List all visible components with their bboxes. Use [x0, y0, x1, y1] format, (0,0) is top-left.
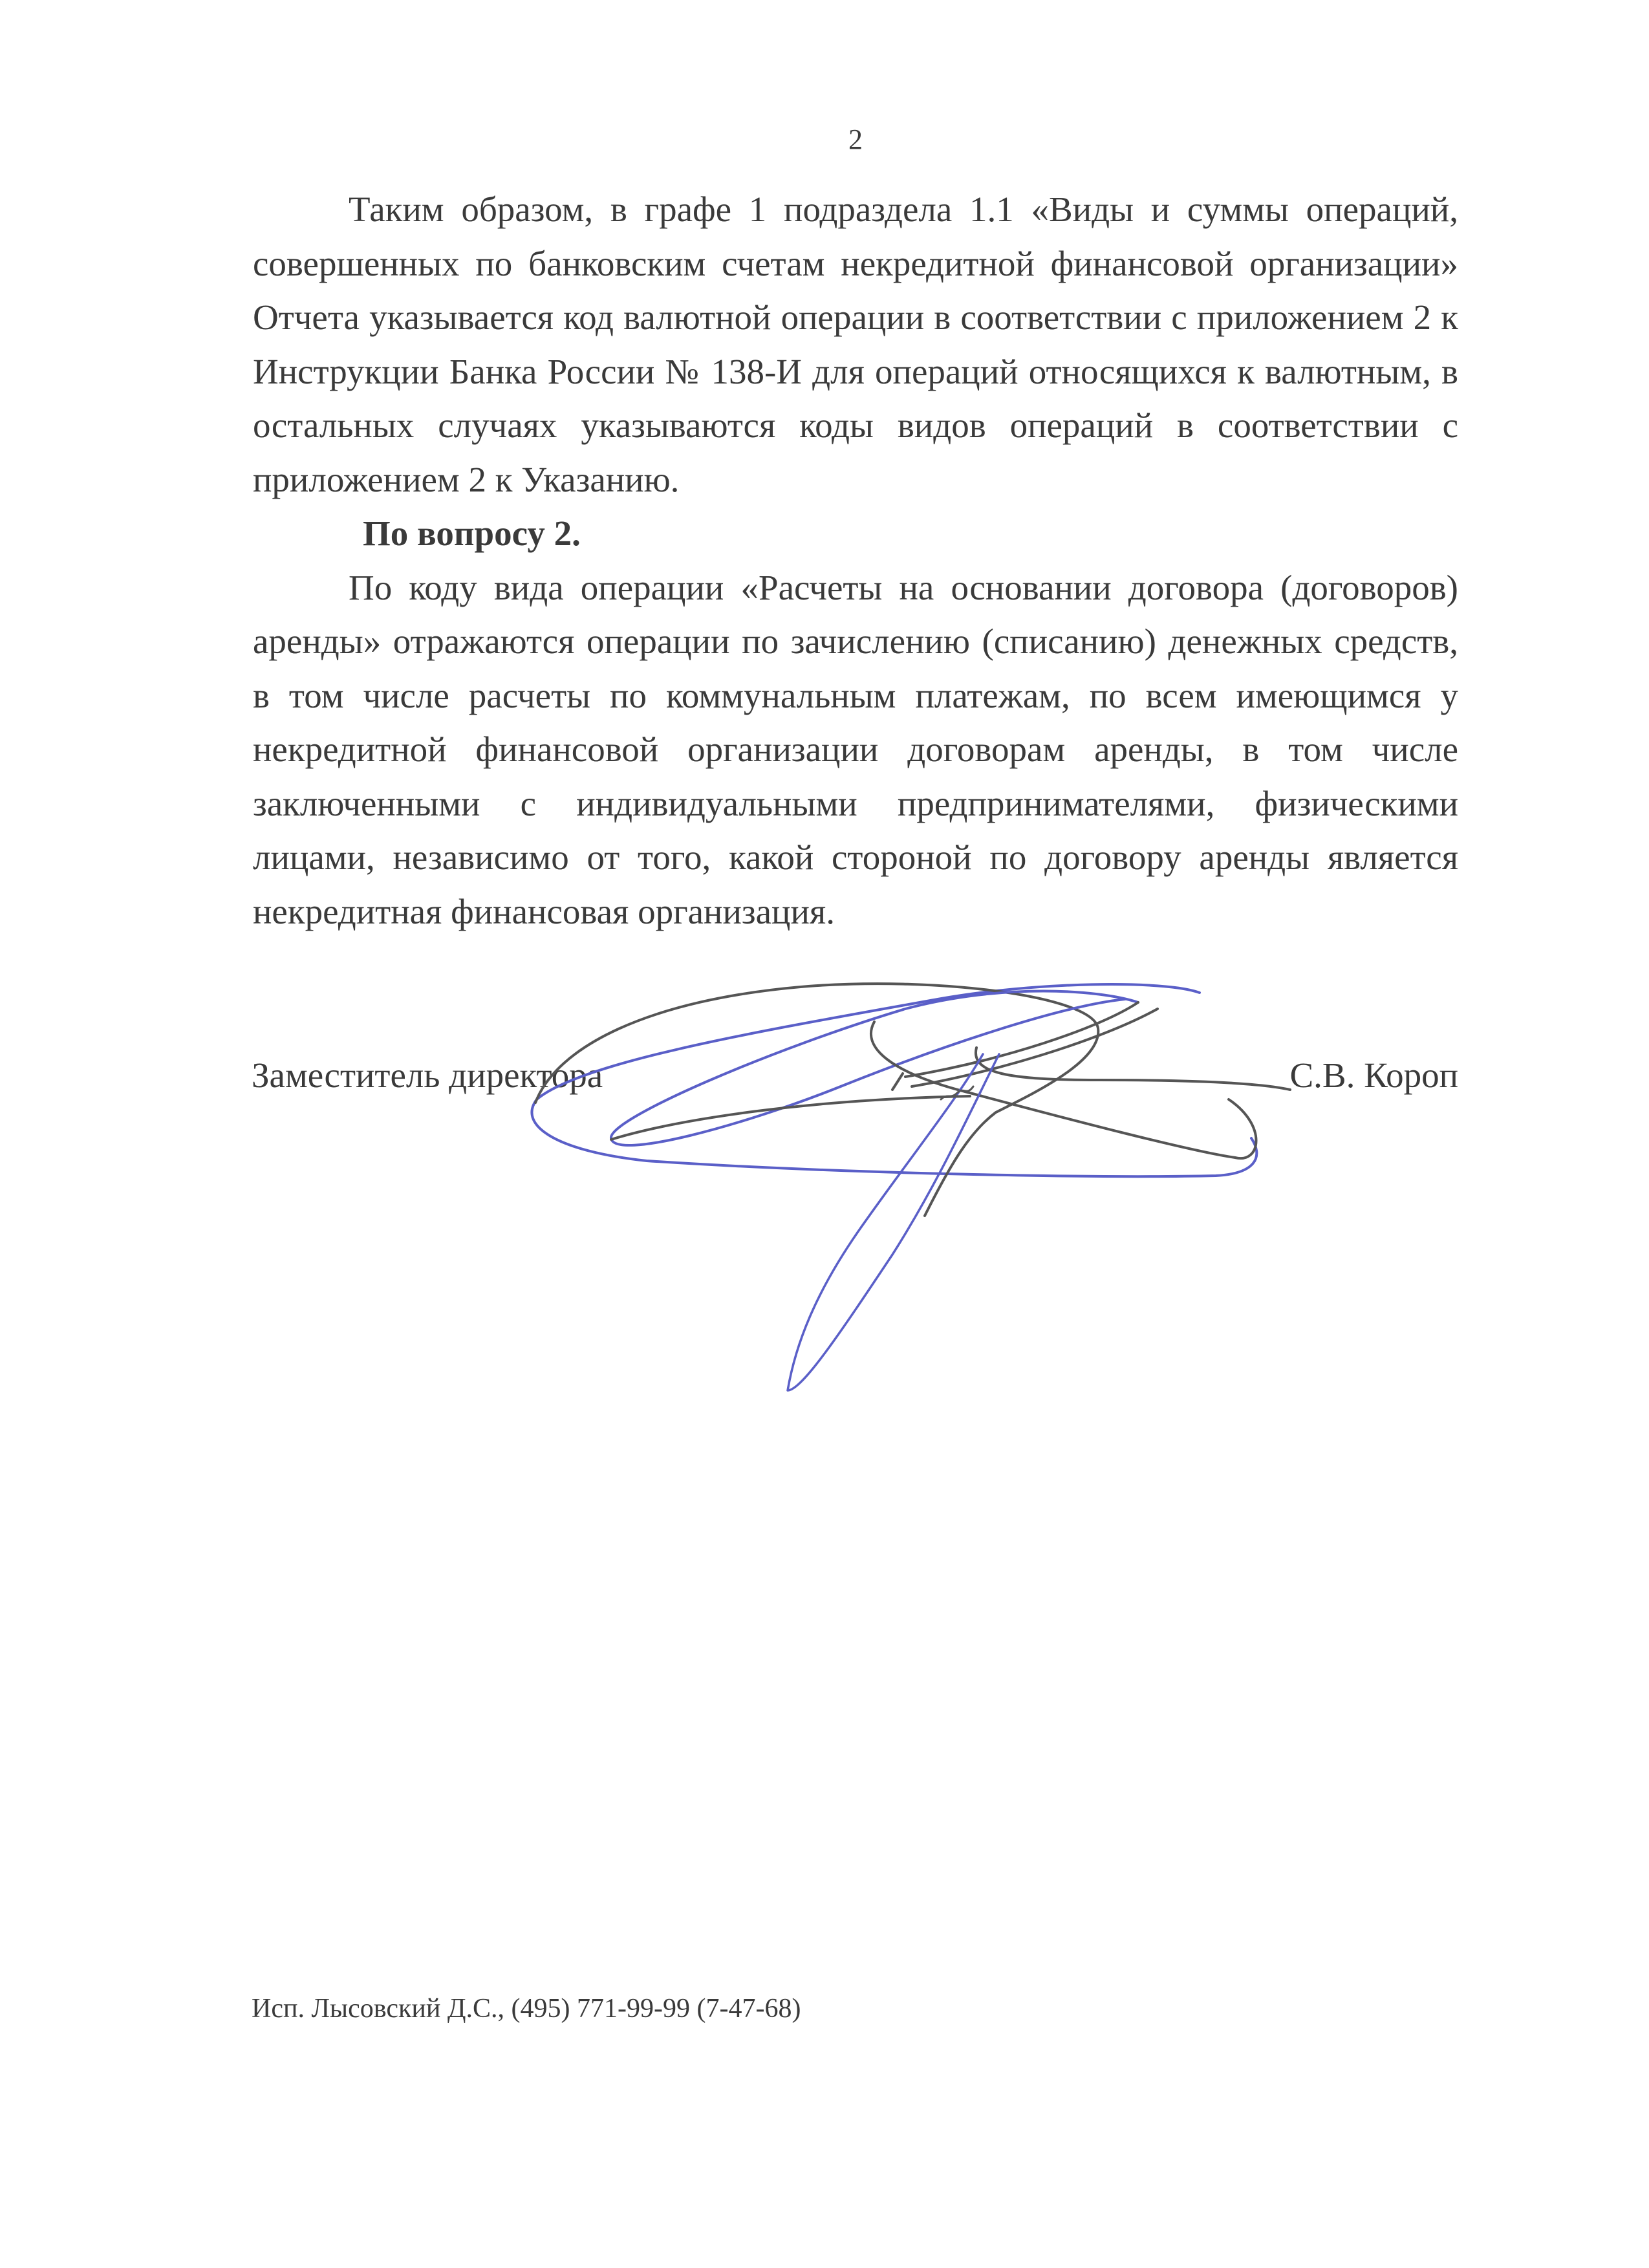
- section-heading-question-2: По вопросу 2.: [363, 513, 581, 553]
- signature-stroke: [611, 1096, 970, 1139]
- letter-body: [253, 182, 1458, 938]
- paragraph-answer-2: По коду вида операции «Расчеты на основании договора (договоров) аренды» отражаются операции по зачислению (списанию) денежных средств, в том числе расчеты по коммунальным платежам, по всем имеющимся у некредитной финансовой организации договорам аренды, в том числе заключенными с индивидуальными предпринимателями, физическими лицами, независимо от того, какой стороной по договору аренды является некредитная финансовая организация.: [253, 567, 1458, 931]
- signatory-name: С.В. Короп: [1289, 1055, 1458, 1095]
- signature-block: [252, 1048, 1458, 1103]
- paragraph-answer-1: Таким образом, в графе 1 подраздела 1.1 «Виды и суммы операций, совершенных по банковским счетам некредитной финансовой организации» Отчета указывается код валютной операции в соответствии с приложением 2 к Инструкции Банка России № 138-И для операций относящихся к валютным, в остальных случаях указываются коды видов операций в соответствии с приложением 2 к Указанию.: [253, 189, 1458, 499]
- page-number: 2: [848, 124, 863, 155]
- signature-stroke: [788, 1054, 999, 1390]
- executor-contact: Исп. Лысовский Д.С., (495) 771-99-99 (7-47-68): [252, 1994, 801, 2024]
- signatory-title: Заместитель директора: [252, 1055, 603, 1095]
